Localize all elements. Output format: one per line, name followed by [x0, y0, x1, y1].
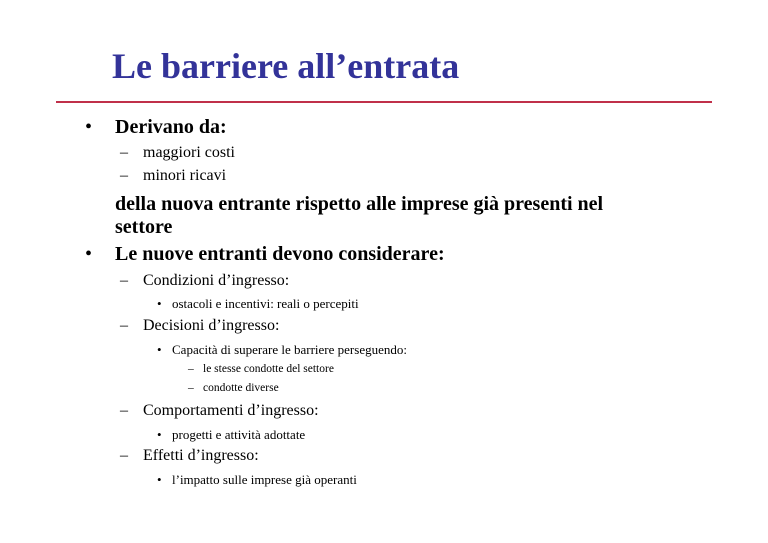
sub-text: Decisioni d’ingresso:	[143, 317, 280, 334]
level4-text: condotte diverse	[203, 382, 279, 394]
dash-icon: –	[120, 402, 128, 419]
sub-text: minori ricavi	[143, 167, 227, 184]
bullet-text: Le nuove entranti devono considerare:	[115, 243, 445, 265]
bullet-dot-icon: •	[157, 296, 162, 311]
subsub-text: l’impatto sulle imprese già operanti	[172, 472, 357, 487]
subsub-progetti	[157, 427, 306, 443]
bullet-dot-icon: •	[157, 342, 162, 357]
continuation-line-2: settore	[115, 216, 173, 238]
bullet-text: Derivano da:	[115, 116, 227, 138]
sub-text: Comportamenti d’ingresso:	[143, 402, 319, 419]
dash-icon: –	[120, 317, 128, 334]
sub-text: Effetti d’ingresso:	[143, 447, 259, 464]
bullet-dot-icon: •	[157, 472, 162, 487]
bullet-dot-icon: •	[85, 116, 93, 138]
title-divider	[56, 101, 712, 103]
level4-stesse	[188, 363, 334, 375]
subsub-ostacoli	[157, 296, 359, 312]
slide-title: Le barriere all’entrata	[112, 46, 460, 86]
subsub-text: ostacoli e incentivi: reali o percepiti	[172, 296, 359, 311]
dash-icon: –	[188, 382, 194, 394]
bullet-nuove	[85, 243, 445, 266]
sub-comportamenti	[120, 402, 319, 420]
sub-text: maggiori costi	[143, 144, 235, 161]
subsub-text: Capacità di superare le barriere perseguendo:	[172, 342, 407, 357]
subsub-impatto	[157, 472, 357, 488]
dash-icon: –	[120, 272, 128, 289]
level4-text: le stesse condotte del settore	[203, 363, 334, 375]
dash-icon: –	[120, 167, 128, 184]
sub-effetti	[120, 447, 259, 465]
dash-icon: –	[120, 447, 128, 464]
bullet-dot-icon: •	[157, 427, 162, 442]
dash-icon: –	[188, 363, 194, 375]
subsub-text: progetti e attività adottate	[172, 427, 306, 442]
sub-maggiori	[120, 144, 235, 162]
bullet-derivano	[85, 116, 227, 139]
dash-icon: –	[120, 144, 128, 161]
continuation-line-1: della nuova entrante rispetto alle imprese già presenti nel	[115, 193, 604, 215]
level4-diverse	[188, 382, 279, 394]
sub-condizioni	[120, 272, 290, 290]
bullet-dot-icon: •	[85, 243, 93, 265]
subsub-capacita	[157, 342, 407, 358]
sub-decisioni	[120, 317, 280, 335]
sub-text: Condizioni d’ingresso:	[143, 272, 290, 289]
sub-minori	[120, 167, 227, 185]
